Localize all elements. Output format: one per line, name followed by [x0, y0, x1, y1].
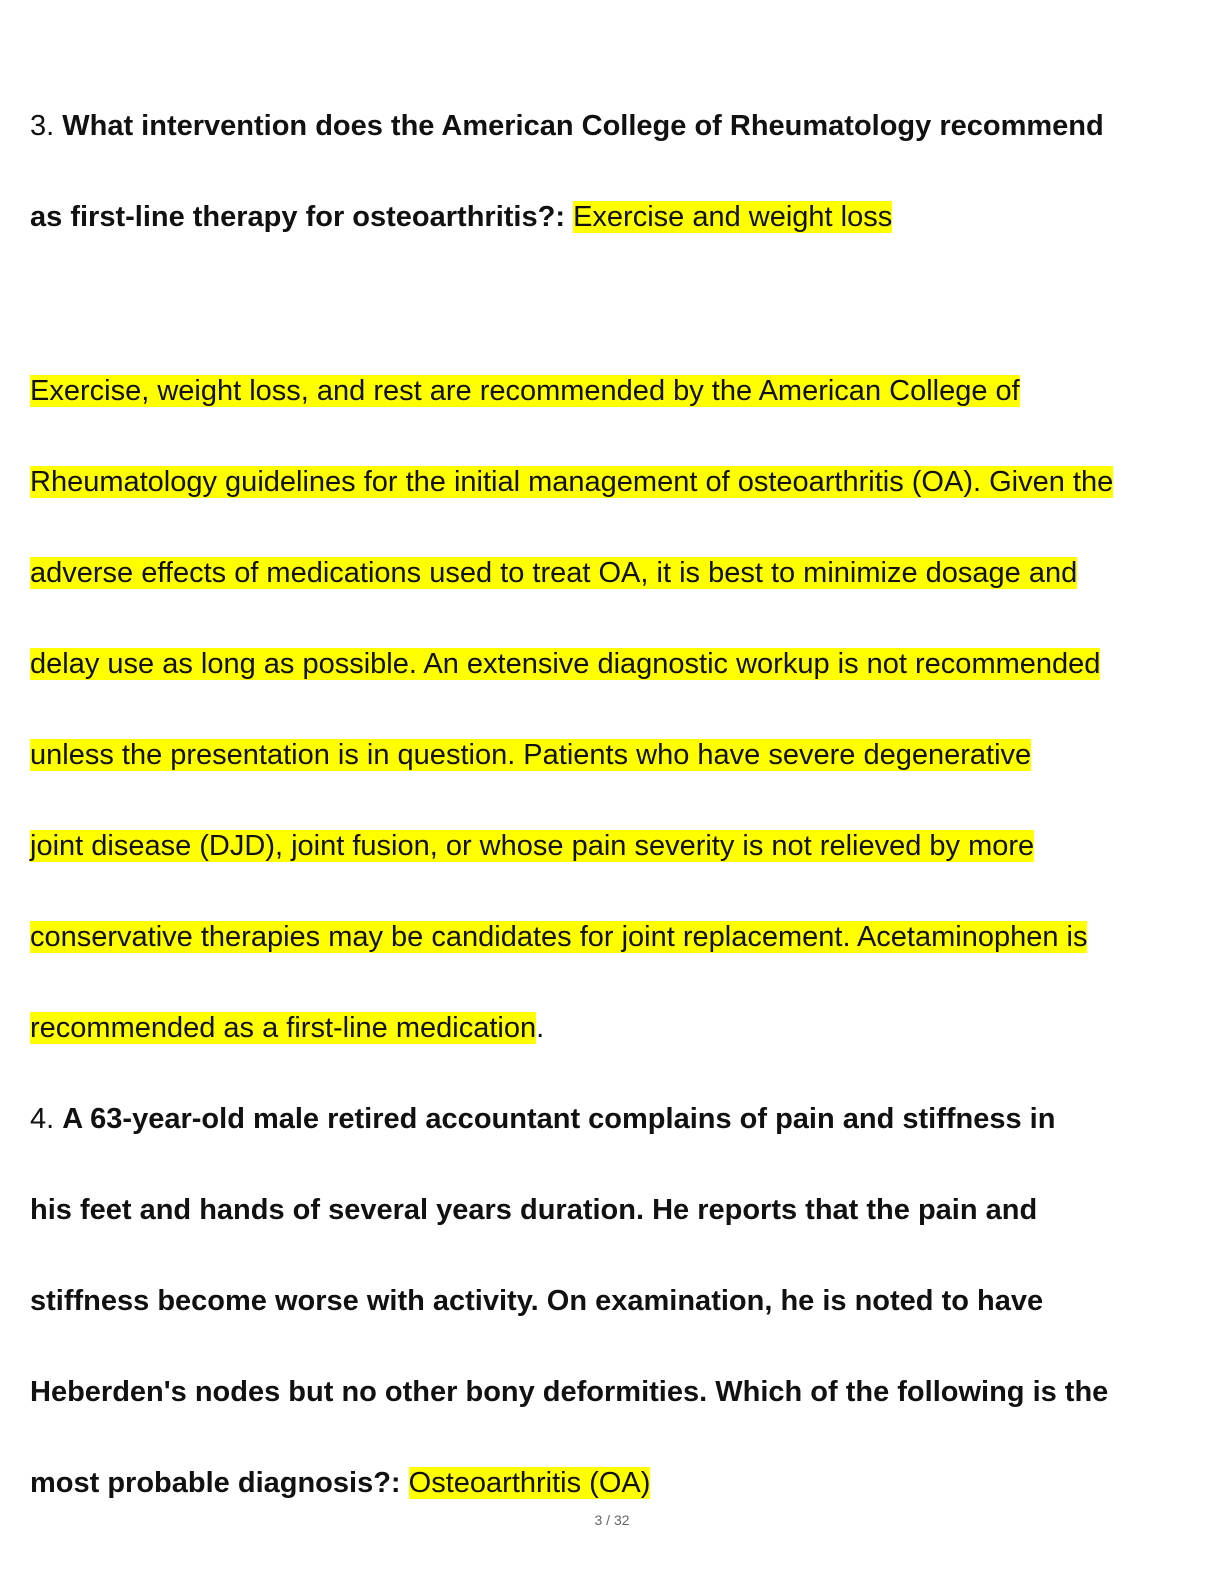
- explanation-end-period: .: [536, 1012, 545, 1044]
- question-4-line-1: 4. A 63-year-old male retired accountant complains of pain and stiffness in: [30, 1103, 1056, 1135]
- question-4-line: stiffness become worse with activity. On examination, he is noted to have: [30, 1285, 1044, 1317]
- question-4-line: his feet and hands of several years duration. He reports that the pain and: [30, 1194, 1038, 1226]
- question-3-text-line-1: What intervention does the American College of Rheumatology recommend: [62, 110, 1104, 142]
- explanation-line: Exercise, weight loss, and rest are recommended by the American College of: [30, 375, 1020, 407]
- question-3-line-2: [30, 200, 892, 234]
- explanation-line: Rheumatology guidelines for the initial management of osteoarthritis (OA). Given the: [30, 466, 1114, 498]
- question-3-answer: Exercise and weight loss: [573, 201, 893, 233]
- explanation-line: joint disease (DJD), joint fusion, or whose pain severity is not relieved by more: [30, 830, 1035, 862]
- explanation-line: delay use as long as possible. An extensive diagnostic workup is not recommended: [30, 648, 1101, 680]
- page-indicator: 3 / 32: [594, 1512, 630, 1528]
- explanation-line: unless the presentation is in question. Patients who have severe degenerative: [30, 739, 1032, 771]
- question-4-line: Heberden's nodes but no other bony deformities. Which of the following is the: [30, 1376, 1109, 1408]
- question-4-number: 4.: [30, 1103, 63, 1135]
- question-3-text-line-2: as first-line therapy for osteoarthritis?:: [30, 201, 565, 233]
- question-4-line-last: most probable diagnosis?: Osteoarthritis (OA): [30, 1467, 651, 1499]
- question-3-number: 3.: [30, 110, 63, 142]
- question-3-line-1: [30, 109, 1104, 143]
- explanation-line: adverse effects of medications used to treat OA, it is best to minimize dosage and: [30, 557, 1078, 589]
- explanation-line: recommended as a first-line medication.: [30, 1012, 545, 1044]
- question-4-answer: Osteoarthritis (OA): [408, 1467, 651, 1499]
- explanation-line: conservative therapies may be candidates for joint replacement. Acetaminophen is: [30, 921, 1088, 953]
